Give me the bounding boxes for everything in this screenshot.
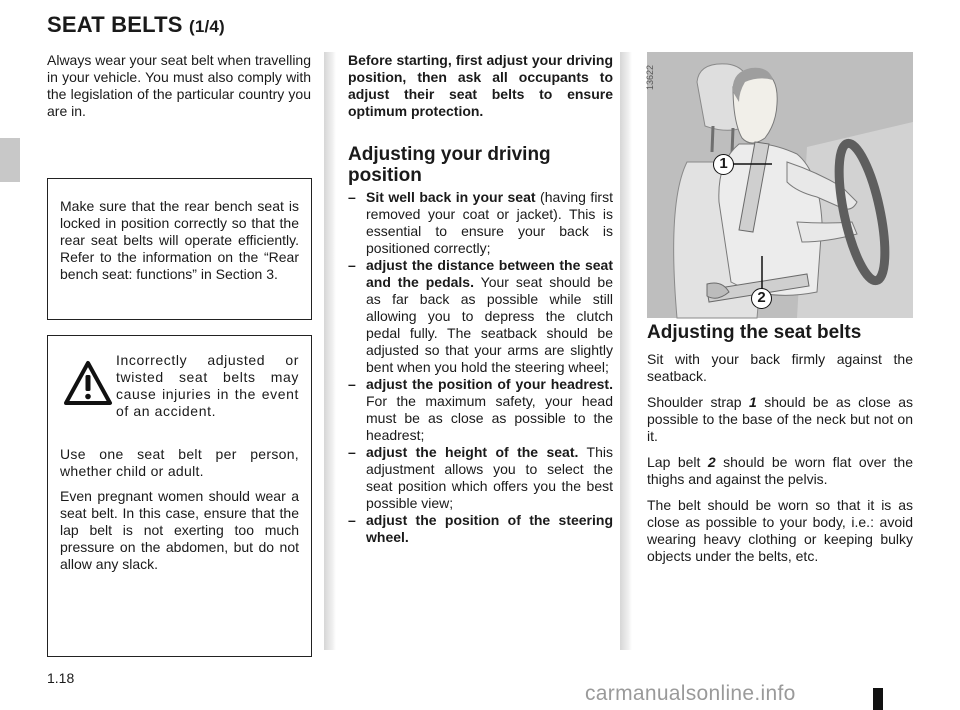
adjustment-list (348, 189, 613, 546)
right-paragraph-2: Shoulder strap 1 should be as close as possible to the base of the neck but not on it. (647, 394, 913, 444)
page-number: 1.18 (47, 670, 75, 686)
warning-box (47, 335, 312, 657)
warning-lead (60, 352, 299, 438)
list-item: – adjust the height of the seat. This adjustment allows you to select the seat position which offers you the best possible view; (348, 444, 613, 511)
right-paragraph-4: The belt should be worn so that it is as close as possible to your body, i.e.: avoid wearing heavy clothing or keeping bulky objects under the belts, etc. (647, 497, 913, 564)
column-divider (324, 52, 336, 650)
page-title (47, 12, 225, 38)
intro-paragraph: Always wear your seat belt when travelling in your vehicle. You must also comply with the legislation of the particular country you are in. (47, 52, 311, 119)
list-item: – adjust the position of the steering wheel. (348, 512, 613, 545)
figure-code: 13622 (645, 64, 655, 90)
callout-2-label: 2 (757, 289, 766, 306)
list-item: – Sit well back in your seat (having first removed your coat or jacket). This is essential to ensure your back is positioned correctly; (348, 189, 613, 256)
middle-column (348, 52, 613, 546)
warning-paragraph-2: Even pregnant women should wear a seat belt. In this case, ensure that the lap belt is not exerting too much pressure on the abdomen, but do not allow any slack. (60, 488, 299, 572)
driver-seat-belt-drawing (647, 52, 913, 318)
callout-1 (713, 154, 734, 175)
middle-intro: Before starting, first adjust your driving position, then ask all occupants to adjust their seat belts to ensure optimum protection. (348, 52, 613, 119)
callout-1-label: 1 (719, 155, 728, 172)
page-title-text: SEAT BELTS (47, 12, 183, 37)
driving-position-heading: Adjusting your driving position (348, 144, 551, 186)
corner-mark (873, 688, 883, 710)
right-column (647, 322, 913, 565)
warning-paragraph-1: Use one seat belt per person, whether child or adult. (60, 446, 299, 479)
page-title-suffix: (1/4) (188, 17, 225, 36)
list-item: – adjust the position of your headrest. For the maximum safety, your head must be as close as possible to the headrest; (348, 376, 613, 443)
section-tab (0, 138, 20, 182)
list-item: – adjust the distance between the seat and the pedals. Your seat should be as far back as possible while still allowing you to depress the clutch pedal fully. The seatback should be adjusted so that your arms are slightly bent when you hold the steering wheel; (348, 257, 613, 375)
warning-lead-text: Incorrectly adjusted or twisted seat belts may cause injuries in the event of an accident. (116, 352, 299, 419)
right-paragraph-3: Lap belt 2 should be worn flat over the thighs and against the pelvis. (647, 454, 913, 487)
callout-2 (751, 288, 772, 309)
right-paragraph-1: Sit with your back firmly against the seatback. (647, 351, 913, 384)
seat-belt-illustration (647, 52, 913, 318)
note-text: Make sure that the rear bench seat is locked in position correctly so that the rear seat belts will operate efficiently. Refer to the information on the “Rear bench seat: functions” in Section 3. (60, 198, 299, 282)
note-box (47, 178, 312, 320)
watermark: carmanualsonline.info (585, 682, 796, 705)
column-divider (620, 52, 632, 650)
warning-triangle-icon (63, 360, 113, 410)
seat-belts-heading: Adjusting the seat belts (647, 322, 862, 343)
